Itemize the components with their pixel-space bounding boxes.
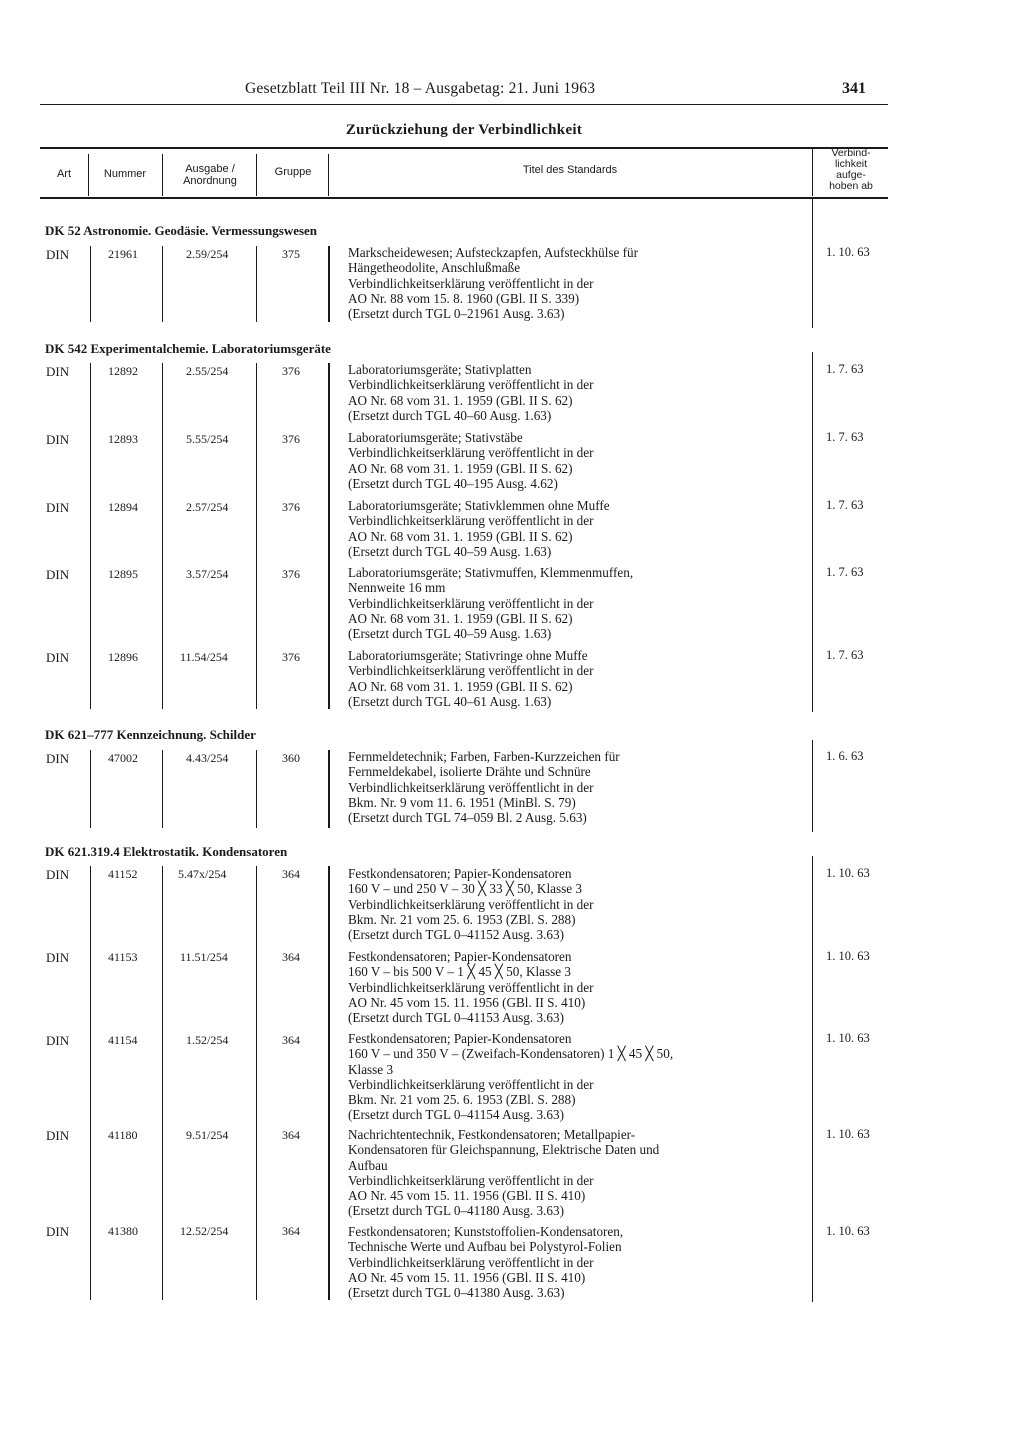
gruppe-cell: 364: [282, 1224, 300, 1238]
nummer-cell: 41180: [108, 1128, 138, 1142]
table-top-rule: [40, 147, 888, 149]
standard-title: Laboratoriumsgeräte; Stativplatten Verbindlichkeitserklärung veröffentlicht in der AO Nr. 68 vom 31. 1. 1959 (GBl. II S. 62) (Ersetzt durch TGL 40–60 Ausg. 1.63): [348, 362, 594, 423]
column-divider: [162, 750, 163, 828]
ausgabe-cell: 4.43/254: [186, 751, 229, 765]
ausgabe-cell: 5.47x/254: [178, 867, 227, 881]
column-header-art: Art: [56, 168, 72, 180]
art-cell: DIN: [46, 500, 70, 515]
art-cell: DIN: [46, 950, 70, 965]
standard-title: Festkondensatoren; Papier-Kondensatoren 160 V – und 250 V – 30 ╳ 33 ╳ 50, Klasse 3 Verbindlichkeitserklärung veröffentlicht in der Bkm. Nr. 21 vom 25. 6. 1953 (ZBl. S. 288) (Ersetzt durch TGL 0–41152 Ausg. 3.63): [348, 866, 594, 943]
section-heading: DK 542 Experimentalchemie. Laboratoriumsgeräte: [45, 341, 331, 356]
date-cell: 1. 7. 63: [826, 565, 864, 579]
gruppe-cell: 364: [282, 950, 300, 964]
gruppe-cell: 375: [282, 247, 300, 261]
nummer-cell: 12892: [108, 364, 138, 378]
art-cell: DIN: [46, 650, 70, 665]
date-cell: 1. 10. 63: [826, 1031, 870, 1045]
standard-title: Laboratoriumsgeräte; Stativstäbe Verbindlichkeitserklärung veröffentlicht in der AO Nr. 68 vom 31. 1. 1959 (GBl. II S. 62) (Ersetzt durch TGL 40–195 Ausg. 4.62): [348, 430, 594, 491]
column-divider: [812, 198, 813, 328]
column-divider: [162, 866, 163, 1300]
column-header-nummer: Nummer: [103, 168, 147, 180]
gruppe-cell: 360: [282, 751, 300, 765]
gruppe-cell: 376: [282, 364, 300, 378]
nummer-cell: 41380: [108, 1224, 138, 1238]
header-divider: [812, 148, 813, 196]
column-header-verbindlichkeit: Verbind- lichkeit aufge- hoben ab: [829, 147, 873, 192]
column-header-gruppe: Gruppe: [274, 166, 312, 178]
date-cell: 1. 10. 63: [826, 949, 870, 963]
column-divider: [256, 866, 257, 1300]
section-heading: DK 52 Astronomie. Geodäsie. Vermessungswesen: [45, 223, 318, 238]
header-rule: [40, 104, 888, 105]
nummer-cell: 21961: [108, 247, 138, 261]
art-cell: DIN: [46, 1224, 70, 1239]
table-header-rule: [40, 197, 888, 199]
nummer-cell: 41153: [108, 950, 138, 964]
standard-title: Festkondensatoren; Kunststoffolien-Kondensatoren, Technische Werte und Aufbau bei Polystyrol-Folien Verbindlichkeitserklärung veröffentlicht in der AO Nr. 45 vom 15. 11. 1956 (GBl. II S. 410) (Ersetzt durch TGL 0–41380 Ausg. 3.63): [348, 1224, 624, 1301]
ausgabe-cell: 2.59/254: [186, 247, 229, 261]
ausgabe-cell: 5.55/254: [186, 432, 229, 446]
date-cell: 1. 7. 63: [826, 362, 864, 376]
nummer-cell: 47002: [108, 751, 138, 765]
column-divider: [256, 246, 257, 322]
nummer-cell: 41152: [108, 867, 138, 881]
gruppe-cell: 376: [282, 432, 300, 446]
column-divider: [90, 246, 91, 322]
art-cell: DIN: [46, 1033, 70, 1048]
nummer-cell: 12896: [108, 650, 138, 664]
nummer-cell: 41154: [108, 1033, 138, 1047]
ausgabe-cell: 11.54/254: [180, 650, 228, 664]
date-cell: 1. 10. 63: [826, 1127, 870, 1141]
header-divider: [162, 154, 163, 196]
column-divider: [812, 856, 813, 1302]
date-cell: 1. 6. 63: [826, 749, 864, 763]
date-cell: 1. 7. 63: [826, 648, 864, 662]
column-header-titel: Titel des Standards: [522, 164, 618, 176]
art-cell: DIN: [46, 567, 70, 582]
column-divider: [812, 740, 813, 832]
gruppe-cell: 376: [282, 567, 300, 581]
gruppe-cell: 376: [282, 650, 300, 664]
column-divider: [328, 750, 330, 828]
ausgabe-cell: 3.57/254: [186, 567, 229, 581]
art-cell: DIN: [46, 432, 70, 447]
standard-title: Nachrichtentechnik, Festkondensatoren; Metallpapier- Kondensatoren für Gleichspannung, Elektrische Daten und Aufbau Verbindlichkeitserklärung veröffentlicht in der AO Nr. 45 vom 15. 11. 1956 (GBl. II S. 410) (Ersetzt durch TGL 0–41180 Ausg. 3.63): [348, 1127, 660, 1219]
ausgabe-cell: 9.51/254: [186, 1128, 229, 1142]
gruppe-cell: 364: [282, 1033, 300, 1047]
column-divider: [328, 866, 330, 1300]
gruppe-cell: 364: [282, 1128, 300, 1142]
standard-title: Festkondensatoren; Papier-Kondensatoren 160 V – und 350 V – (Zweifach-Kondensatoren) 1 ╳ 45 ╳ 50, Klasse 3 Verbindlichkeitserklärung veröffentlicht in der Bkm. Nr. 21 vom 25. 6. 1953 (ZBl. S. 288) (Ersetzt durch TGL 0–41154 Ausg. 3.63): [348, 1031, 674, 1123]
ausgabe-cell: 2.55/254: [186, 364, 229, 378]
header-divider: [88, 154, 89, 196]
nummer-cell: 12893: [108, 432, 138, 446]
standard-title: Festkondensatoren; Papier-Kondensatoren 160 V – bis 500 V – 1 ╳ 45 ╳ 50, Klasse 3 Verbindlichkeitserklärung veröffentlicht in der AO Nr. 45 vom 15. 11. 1956 (GBl. II S. 410) (Ersetzt durch TGL 0–41153 Ausg. 3.63): [348, 949, 594, 1026]
date-cell: 1. 7. 63: [826, 498, 864, 512]
column-divider: [328, 363, 330, 709]
header-divider: [256, 154, 257, 196]
standard-title: Laboratoriumsgeräte; Stativklemmen ohne Muffe Verbindlichkeitserklärung veröffentlicht in der AO Nr. 68 vom 31. 1. 1959 (GBl. II S. 62) (Ersetzt durch TGL 40–59 Ausg. 1.63): [348, 498, 610, 559]
ausgabe-cell: 11.51/254: [180, 950, 228, 964]
section-heading: DK 621.319.4 Elektrostatik. Kondensatoren: [45, 844, 288, 859]
column-divider: [162, 363, 163, 709]
running-header: Gesetzblatt Teil III Nr. 18 – Ausgabetag: 21. Juni 1963: [245, 80, 596, 97]
art-cell: DIN: [46, 867, 70, 882]
date-cell: 1. 10. 63: [826, 866, 870, 880]
date-cell: 1. 10. 63: [826, 245, 870, 259]
gruppe-cell: 376: [282, 500, 300, 514]
nummer-cell: 12895: [108, 567, 138, 581]
ausgabe-cell: 2.57/254: [186, 500, 229, 514]
art-cell: DIN: [46, 751, 70, 766]
column-header-ausgabe: Ausgabe / Anordnung: [183, 163, 237, 187]
column-divider: [256, 750, 257, 828]
page-number: 341: [842, 80, 866, 97]
art-cell: DIN: [46, 247, 70, 262]
ausgabe-cell: 12.52/254: [180, 1224, 229, 1238]
column-divider: [256, 363, 257, 709]
date-cell: 1. 7. 63: [826, 430, 864, 444]
section-heading: DK 621–777 Kennzeichnung. Schilder: [45, 727, 256, 742]
column-divider: [812, 352, 813, 712]
column-divider: [90, 866, 91, 1300]
standard-title: Fernmeldetechnik; Farben, Farben-Kurzzeichen für Fernmeldekabel, isolierte Drähte und Schnüre Verbindlichkeitserklärung veröffentlicht in der Bkm. Nr. 9 vom 11. 6. 1951 (MinBl. S. 79) (Ersetzt durch TGL 74–059 Bl. 2 Ausg. 5.63): [348, 749, 620, 826]
date-cell: 1. 10. 63: [826, 1224, 870, 1238]
art-cell: DIN: [46, 1128, 70, 1143]
nummer-cell: 12894: [108, 500, 138, 514]
standard-title: Laboratoriumsgeräte; Stativmuffen, Klemmenmuffen, Nennweite 16 mm Verbindlichkeitserklärung veröffentlicht in der AO Nr. 68 vom 31. 1. 1959 (GBl. II S. 62) (Ersetzt durch TGL 40–59 Ausg. 1.63): [348, 565, 634, 642]
column-divider: [328, 246, 330, 322]
art-cell: DIN: [46, 364, 70, 379]
gruppe-cell: 364: [282, 867, 300, 881]
header-divider: [328, 154, 329, 196]
standard-title: Markscheidewesen; Aufsteckzapfen, Aufsteckhülse für Hängetheodolite, Anschlußmaße Verbindlichkeitserklärung veröffentlicht in der AO Nr. 88 vom 15. 8. 1960 (GBl. II S. 339) (Ersetzt durch TGL 0–21961 Ausg. 3.63): [348, 245, 639, 322]
column-divider: [90, 363, 91, 709]
ausgabe-cell: 1.52/254: [186, 1033, 229, 1047]
column-divider: [162, 246, 163, 322]
standard-title: Laboratoriumsgeräte; Stativringe ohne Muffe Verbindlichkeitserklärung veröffentlicht in der AO Nr. 68 vom 31. 1. 1959 (GBl. II S. 62) (Ersetzt durch TGL 40–61 Ausg. 1.63): [348, 648, 594, 709]
document-title: Zurückziehung der Verbindlichkeit: [345, 122, 583, 138]
column-divider: [90, 750, 91, 828]
